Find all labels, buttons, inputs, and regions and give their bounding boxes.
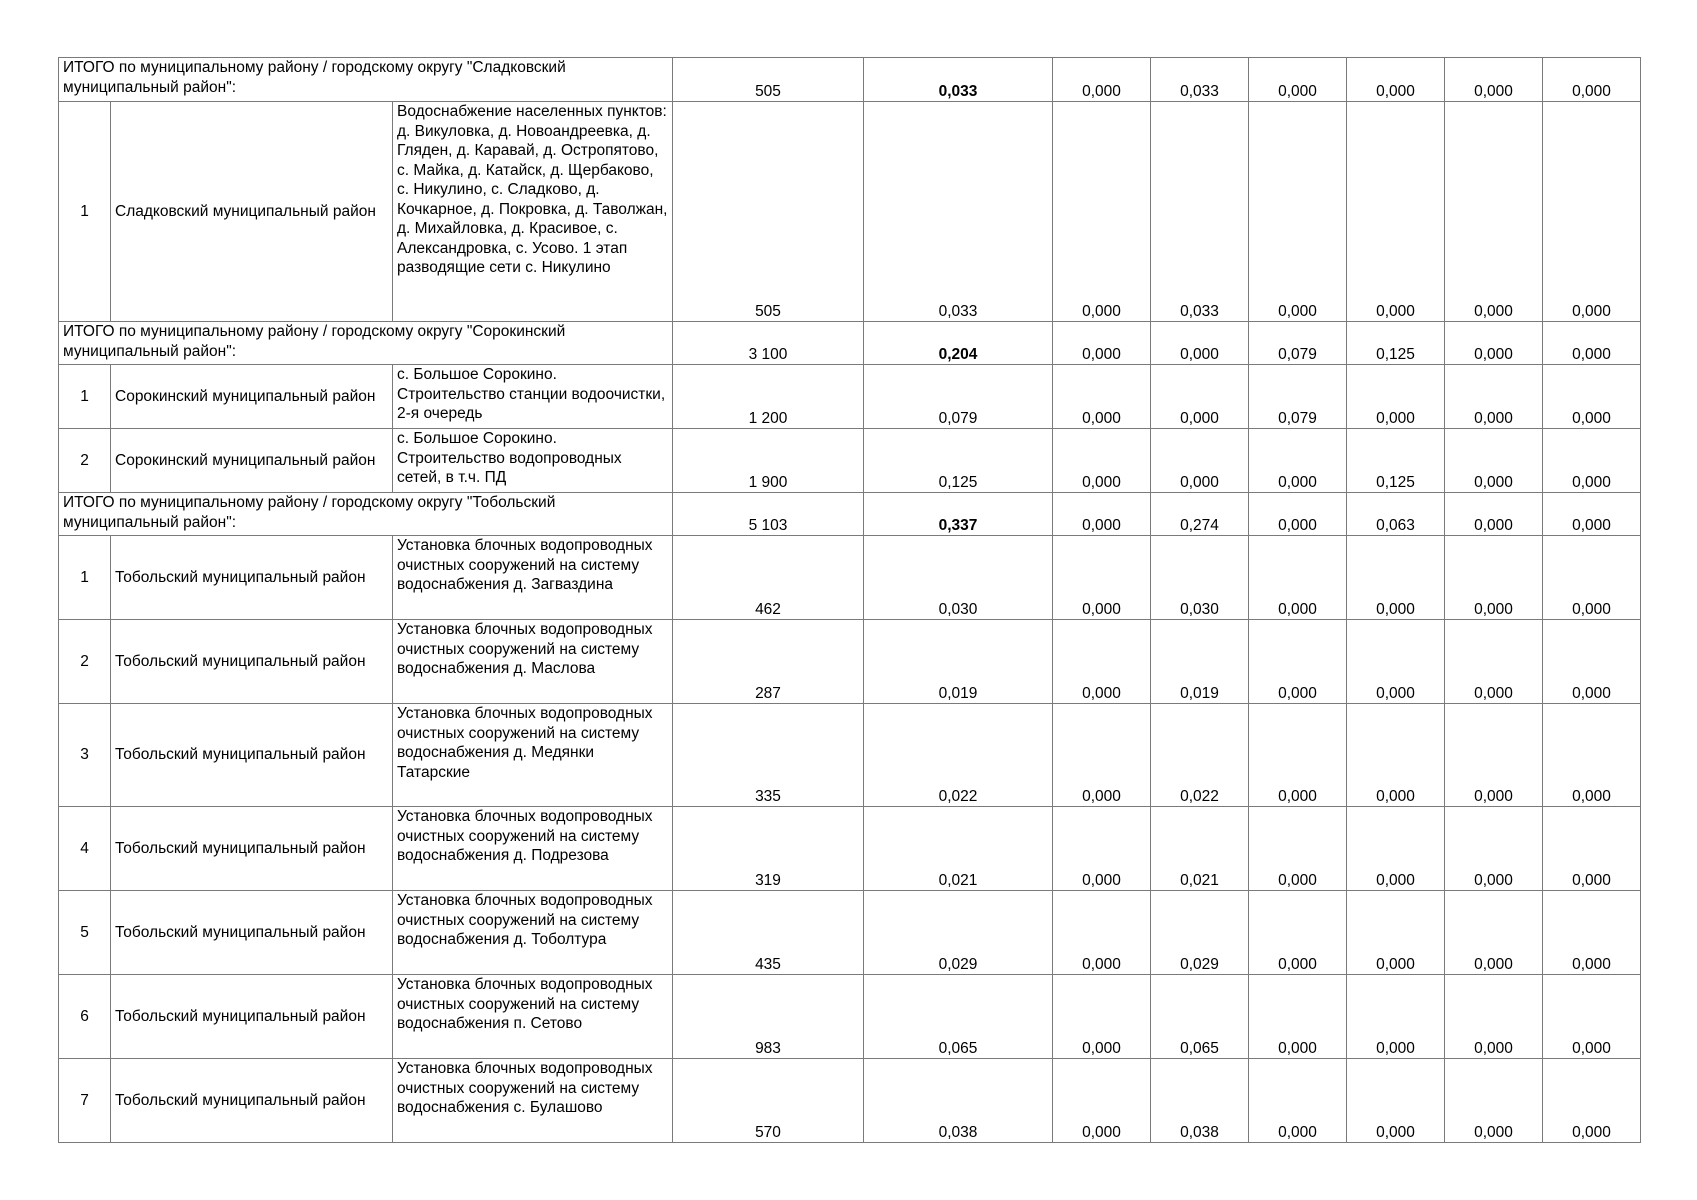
row-value: 0,065: [864, 975, 1053, 1059]
municipality-name: Сладковский муниципальный район: [111, 102, 393, 322]
table-row: [59, 620, 1641, 704]
row-value: 0,000: [1445, 975, 1543, 1059]
project-description: Установка блочных водопроводных очистных сооружений на систему водоснабжения д. Подрезова: [393, 807, 673, 891]
row-value: 0,033: [1151, 102, 1249, 322]
row-value: 0,000: [1347, 704, 1445, 807]
row-value: 0,019: [1151, 620, 1249, 704]
row-value: 0,079: [1249, 365, 1347, 429]
total-value: 0,000: [1053, 58, 1151, 102]
row-value: 0,000: [1249, 807, 1347, 891]
row-value: 0,079: [864, 365, 1053, 429]
row-number: 1: [59, 365, 111, 429]
row-value: 0,000: [1543, 536, 1641, 620]
row-value: 0,125: [864, 429, 1053, 493]
row-value: 0,022: [1151, 704, 1249, 807]
total-label: ИТОГО по муниципальному району / городскому округу "Тобольский муниципальный район":: [59, 493, 673, 536]
row-value: 0,000: [1347, 1059, 1445, 1143]
row-value: 1 900: [673, 429, 864, 493]
row-number: 4: [59, 807, 111, 891]
row-value: 0,021: [864, 807, 1053, 891]
row-value: 983: [673, 975, 864, 1059]
row-value: 0,019: [864, 620, 1053, 704]
row-value: 0,000: [1053, 891, 1151, 975]
row-value: 0,030: [864, 536, 1053, 620]
row-value: 0,000: [1151, 365, 1249, 429]
row-number: 6: [59, 975, 111, 1059]
row-value: 0,000: [1347, 807, 1445, 891]
row-value: 0,000: [1543, 102, 1641, 322]
municipality-name: Тобольский муниципальный район: [111, 975, 393, 1059]
row-value: 0,022: [864, 704, 1053, 807]
row-value: 0,000: [1543, 429, 1641, 493]
row-value: 0,000: [1347, 620, 1445, 704]
municipality-name: Тобольский муниципальный район: [111, 536, 393, 620]
row-number: 7: [59, 1059, 111, 1143]
total-value: 0,000: [1445, 58, 1543, 102]
row-value: 0,000: [1053, 975, 1151, 1059]
total-value: 0,000: [1543, 58, 1641, 102]
total-row: [59, 493, 1641, 536]
project-description: с. Большое Сорокино. Строительство водопроводных сетей, в т.ч. ПД: [393, 429, 673, 493]
row-value: 0,000: [1445, 429, 1543, 493]
table-row: [59, 1059, 1641, 1143]
row-value: 0,000: [1053, 365, 1151, 429]
row-number: 3: [59, 704, 111, 807]
row-value: 0,000: [1053, 102, 1151, 322]
total-value: 0,000: [1151, 322, 1249, 365]
row-value: 319: [673, 807, 864, 891]
row-value: 0,000: [1347, 891, 1445, 975]
total-label: ИТОГО по муниципальному району / городскому округу "Сладковский муниципальный район":: [59, 58, 673, 102]
row-value: 0,000: [1249, 429, 1347, 493]
total-value: 0,000: [1543, 322, 1641, 365]
project-description: Установка блочных водопроводных очистных сооружений на систему водоснабжения п. Сетово: [393, 975, 673, 1059]
row-value: 0,000: [1053, 429, 1151, 493]
table-row: [59, 429, 1641, 493]
total-value: 0,000: [1249, 58, 1347, 102]
data-table: [58, 57, 1641, 1143]
row-value: 335: [673, 704, 864, 807]
row-value: 0,033: [864, 102, 1053, 322]
total-value: 3 100: [673, 322, 864, 365]
municipality-name: Тобольский муниципальный район: [111, 704, 393, 807]
row-value: 0,000: [1445, 1059, 1543, 1143]
table-row: [59, 891, 1641, 975]
row-number: 1: [59, 536, 111, 620]
project-description: Установка блочных водопроводных очистных сооружений на систему водоснабжения с. Булашово: [393, 1059, 673, 1143]
row-value: 0,000: [1543, 620, 1641, 704]
row-value: 0,000: [1347, 365, 1445, 429]
row-value: 0,000: [1249, 1059, 1347, 1143]
total-value: 0,000: [1543, 493, 1641, 536]
row-value: 0,000: [1543, 807, 1641, 891]
row-value: 0,000: [1543, 704, 1641, 807]
total-row: [59, 322, 1641, 365]
project-description: Установка блочных водопроводных очистных сооружений на систему водоснабжения д. Тоболтура: [393, 891, 673, 975]
total-label: ИТОГО по муниципальному району / городскому округу "Сорокинский муниципальный район":: [59, 322, 673, 365]
row-value: 0,000: [1151, 429, 1249, 493]
total-value: 0,033: [1151, 58, 1249, 102]
row-value: 505: [673, 102, 864, 322]
row-value: 0,000: [1445, 807, 1543, 891]
row-value: 0,038: [1151, 1059, 1249, 1143]
table-row: [59, 365, 1641, 429]
row-value: 0,000: [1445, 891, 1543, 975]
row-value: 0,000: [1347, 102, 1445, 322]
table-row: [59, 102, 1641, 322]
table-body: [59, 58, 1641, 1143]
total-value: 0,337: [864, 493, 1053, 536]
row-value: 0,000: [1445, 365, 1543, 429]
row-value: 0,029: [864, 891, 1053, 975]
table-row: [59, 807, 1641, 891]
total-value: 0,000: [1347, 58, 1445, 102]
row-value: 0,029: [1151, 891, 1249, 975]
table-row: [59, 975, 1641, 1059]
municipality-name: Сорокинский муниципальный район: [111, 429, 393, 493]
total-value: 0,000: [1053, 322, 1151, 365]
row-value: 0,000: [1249, 975, 1347, 1059]
row-value: 1 200: [673, 365, 864, 429]
row-value: 0,000: [1249, 102, 1347, 322]
row-value: 0,038: [864, 1059, 1053, 1143]
total-value: 0,000: [1249, 493, 1347, 536]
municipality-name: Тобольский муниципальный район: [111, 1059, 393, 1143]
row-number: 2: [59, 429, 111, 493]
total-value: 0,000: [1445, 322, 1543, 365]
row-number: 5: [59, 891, 111, 975]
row-value: 0,000: [1053, 536, 1151, 620]
row-value: 0,000: [1053, 1059, 1151, 1143]
row-value: 0,000: [1249, 891, 1347, 975]
row-value: 0,000: [1249, 704, 1347, 807]
row-value: 0,065: [1151, 975, 1249, 1059]
project-description: Установка блочных водопроводных очистных сооружений на систему водоснабжения д. Маслова: [393, 620, 673, 704]
total-value: 0,274: [1151, 493, 1249, 536]
row-value: 0,000: [1445, 704, 1543, 807]
project-description: Установка блочных водопроводных очистных сооружений на систему водоснабжения д. Медянки Татарские: [393, 704, 673, 807]
row-value: 0,000: [1445, 102, 1543, 322]
municipality-name: Тобольский муниципальный район: [111, 620, 393, 704]
row-value: 0,000: [1249, 536, 1347, 620]
project-description: с. Большое Сорокино. Строительство станции водоочистки, 2-я очередь: [393, 365, 673, 429]
row-value: 0,030: [1151, 536, 1249, 620]
total-value: 0,000: [1053, 493, 1151, 536]
row-value: 287: [673, 620, 864, 704]
row-value: 0,000: [1053, 704, 1151, 807]
row-value: 0,000: [1053, 807, 1151, 891]
total-value: 0,063: [1347, 493, 1445, 536]
row-value: 0,000: [1347, 536, 1445, 620]
row-value: 0,000: [1445, 620, 1543, 704]
row-value: 0,000: [1543, 365, 1641, 429]
total-value: 0,079: [1249, 322, 1347, 365]
project-description: Установка блочных водопроводных очистных сооружений на систему водоснабжения д. Загваздина: [393, 536, 673, 620]
total-value: 5 103: [673, 493, 864, 536]
total-value: 0,204: [864, 322, 1053, 365]
table-row: [59, 704, 1641, 807]
row-value: 0,000: [1445, 536, 1543, 620]
municipality-name: Сорокинский муниципальный район: [111, 365, 393, 429]
municipality-name: Тобольский муниципальный район: [111, 891, 393, 975]
row-number: 1: [59, 102, 111, 322]
row-value: 0,000: [1347, 975, 1445, 1059]
total-row: [59, 58, 1641, 102]
total-value: 505: [673, 58, 864, 102]
total-value: 0,000: [1445, 493, 1543, 536]
row-value: 0,000: [1249, 620, 1347, 704]
row-value: 0,021: [1151, 807, 1249, 891]
municipality-name: Тобольский муниципальный район: [111, 807, 393, 891]
row-value: 0,000: [1543, 975, 1641, 1059]
row-value: 0,000: [1053, 620, 1151, 704]
project-description: Водоснабжение населенных пунктов: д. Викуловка, д. Новоандреевка, д. Гляден, д. Каравай, д. Остропятово, с. Майка, д. Катайск, д. Щербаково, с. Никулино, с. Сладково, д. Кочкарное, д. Покровка, д. Таволжан, д. Михайловка, д. Красивое, с. Александровка, с. Усово. 1 этап разводящие сети с. Никулино: [393, 102, 673, 322]
table-row: [59, 536, 1641, 620]
row-value: 462: [673, 536, 864, 620]
row-value: 435: [673, 891, 864, 975]
row-value: 0,000: [1543, 891, 1641, 975]
total-value: 0,125: [1347, 322, 1445, 365]
row-number: 2: [59, 620, 111, 704]
row-value: 570: [673, 1059, 864, 1143]
row-value: 0,000: [1543, 1059, 1641, 1143]
row-value: 0,125: [1347, 429, 1445, 493]
total-value: 0,033: [864, 58, 1053, 102]
